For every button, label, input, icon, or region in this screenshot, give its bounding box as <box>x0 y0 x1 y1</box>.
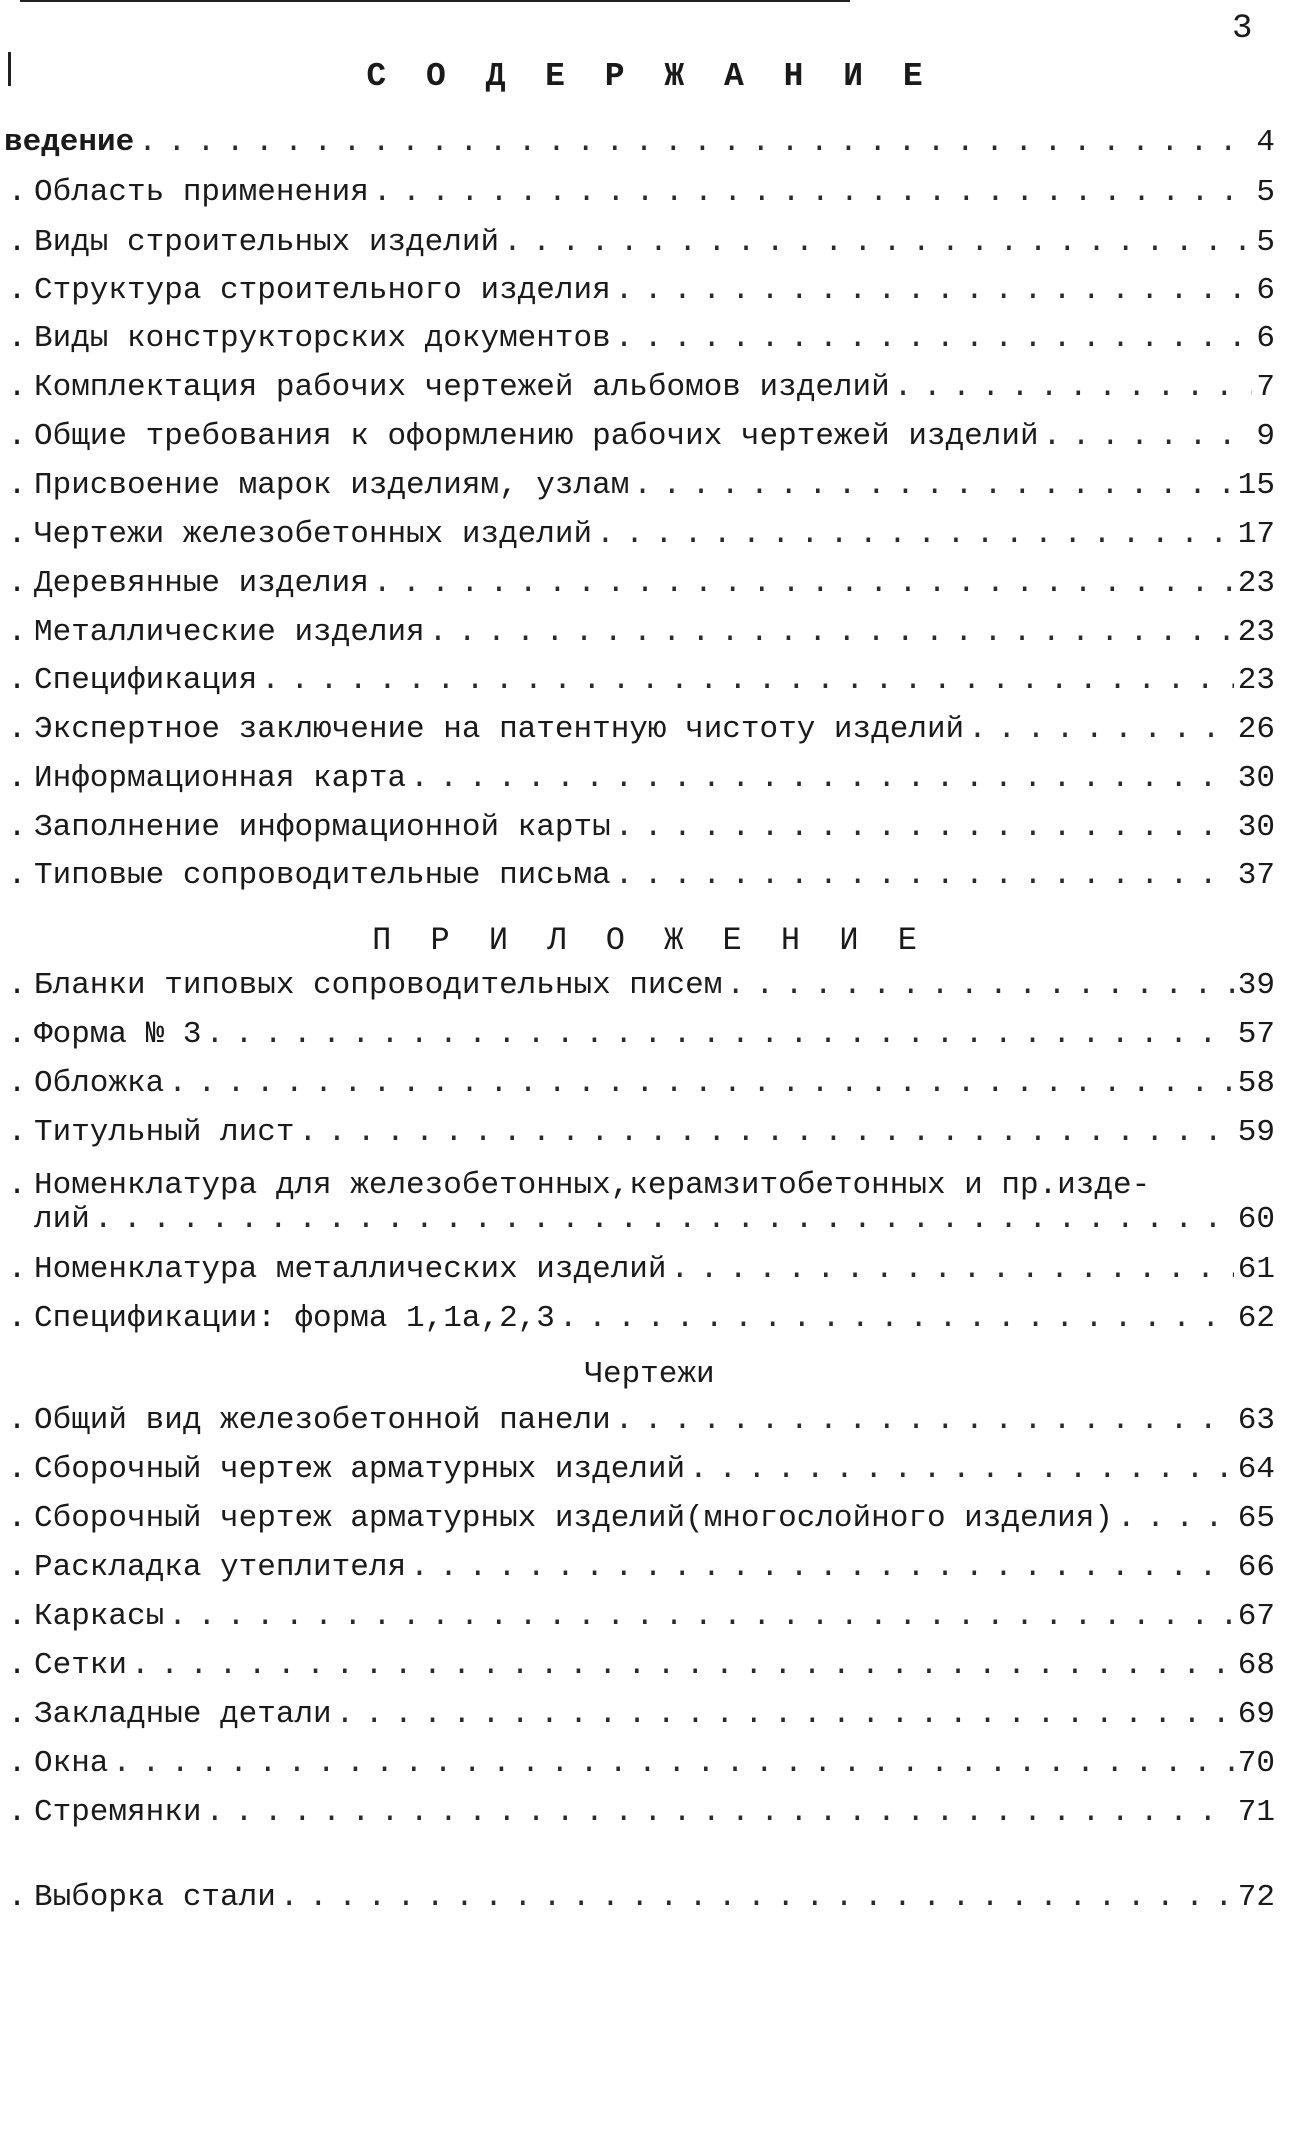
dot-leader <box>205 1795 1233 1830</box>
toc-entry <box>0 1599 1275 1639</box>
toc-entry <box>0 125 1275 165</box>
entry-title: Деревянные изделия <box>34 566 369 601</box>
entry-page: 30 <box>1237 761 1275 796</box>
entry-title: Присвоение марок изделиям, узлам <box>34 468 630 503</box>
entry-page: 67 <box>1237 1599 1275 1634</box>
toc-entry <box>0 1501 1275 1541</box>
toc-entry <box>0 1795 1275 1835</box>
entry-title: Окна <box>34 1746 109 1781</box>
entry-page: 59 <box>1237 1115 1275 1150</box>
dot-leader <box>205 1017 1233 1052</box>
entry-title: Информационная карта <box>34 761 407 796</box>
entry-bullet: . <box>7 761 27 796</box>
dot-leader <box>138 125 1252 160</box>
dot-leader <box>429 615 1234 650</box>
entry-title: Область применения <box>34 175 369 210</box>
entry-page: 64 <box>1237 1452 1275 1487</box>
entry-title: Чертежи железобетонных изделий <box>34 517 593 552</box>
entry-bullet: . <box>7 321 27 356</box>
entry-page: 62 <box>1237 1301 1275 1336</box>
entry-bullet: . <box>7 468 27 503</box>
toc-entry <box>0 1746 1275 1786</box>
entry-bullet: . <box>7 1066 27 1101</box>
dot-leader <box>689 1452 1234 1487</box>
entry-bullet: . <box>7 1648 27 1683</box>
entry-title: Общие требования к оформлению рабочих чертежей изделий <box>34 419 1039 454</box>
toc-entry <box>0 566 1275 606</box>
entry-page: 37 <box>1237 858 1275 893</box>
toc-entry <box>0 1115 1275 1155</box>
entry-bullet: . <box>7 1452 27 1487</box>
toc-entry <box>0 810 1275 850</box>
entry-page: 30 <box>1237 810 1275 845</box>
toc-entry <box>0 273 1275 313</box>
dot-leader <box>131 1648 1234 1683</box>
entry-title: Заполнение информационной карты <box>34 810 611 845</box>
dot-leader <box>112 1746 1233 1781</box>
toc-entry <box>0 175 1275 215</box>
toc-entry <box>0 1550 1275 1590</box>
entry-title: Металлические изделия <box>34 615 425 650</box>
entry-page: 72 <box>1237 1880 1275 1915</box>
toc-entry <box>0 1066 1275 1106</box>
entry-title-continuation: лий <box>34 1202 90 1237</box>
entry-bullet: . <box>7 615 27 650</box>
dot-leader <box>615 273 1253 308</box>
entry-page: 57 <box>1237 1017 1275 1052</box>
entry-title: Типовые сопроводительные письма <box>34 858 611 893</box>
entry-bullet: . <box>7 566 27 601</box>
entry-bullet: . <box>7 225 27 260</box>
toc-entry-continuation <box>0 1202 1275 1242</box>
entry-title: Комплектация рабочих чертежей альбомов изделий <box>34 370 890 405</box>
entry-bullet: . <box>7 858 27 893</box>
contents-heading: С О Д Е Р Ж А Н И Е <box>366 58 933 95</box>
entry-page: 4 <box>1256 125 1275 160</box>
entry-title: ведение <box>4 125 135 160</box>
entry-title: Обложка <box>34 1066 165 1101</box>
entry-page: 58 <box>1237 1066 1275 1101</box>
toc-entry <box>0 419 1275 459</box>
dot-leader <box>596 517 1234 552</box>
entry-page: 6 <box>1256 273 1275 308</box>
toc-entry <box>0 370 1275 410</box>
dot-leader <box>280 1880 1234 1915</box>
dot-leader <box>94 1202 1234 1237</box>
dot-leader <box>894 370 1253 405</box>
entry-bullet: . <box>7 517 27 552</box>
entry-page: 9 <box>1256 419 1275 454</box>
toc-entry <box>0 321 1275 361</box>
entry-title: Сетки <box>34 1648 128 1683</box>
entry-page: 23 <box>1237 615 1275 650</box>
toc-entry <box>0 225 1275 265</box>
dot-leader <box>298 1115 1233 1150</box>
dot-leader <box>410 761 1234 796</box>
entry-title: Стремянки <box>34 1795 202 1830</box>
entry-page: 69 <box>1237 1697 1275 1732</box>
entry-page: 17 <box>1237 517 1275 552</box>
entry-page: 68 <box>1237 1648 1275 1683</box>
dot-leader <box>410 1550 1234 1585</box>
entry-page: 60 <box>1237 1202 1275 1237</box>
dot-leader <box>615 810 1234 845</box>
top-rule <box>20 0 850 2</box>
dot-leader <box>168 1599 1234 1634</box>
entry-title: Виды строительных изделий <box>34 225 500 260</box>
entry-title: Номенклатура металлических изделий <box>34 1252 667 1287</box>
entry-bullet: . <box>7 1746 27 1781</box>
toc-entry <box>0 1017 1275 1057</box>
dot-leader <box>968 712 1234 747</box>
toc-entry <box>0 1252 1275 1292</box>
entry-page: 39 <box>1237 968 1275 1003</box>
entry-bullet: . <box>7 1795 27 1830</box>
dot-leader <box>336 1697 1234 1732</box>
entry-title: Спецификация <box>34 663 258 698</box>
toc-entry <box>0 1301 1275 1341</box>
toc-entry <box>0 517 1275 557</box>
dot-leader <box>1117 1501 1234 1536</box>
toc-entry <box>0 1697 1275 1737</box>
entry-bullet: . <box>7 175 27 210</box>
entry-bullet: . <box>7 1403 27 1438</box>
entry-page: 7 <box>1256 370 1275 405</box>
entry-bullet: . <box>7 1880 27 1915</box>
dot-leader <box>261 663 1234 698</box>
entry-page: 15 <box>1237 468 1275 503</box>
entry-bullet: . <box>7 1599 27 1634</box>
dot-leader <box>726 968 1233 1003</box>
entry-title: Титульный лист <box>34 1115 295 1150</box>
entry-page: 5 <box>1256 225 1275 260</box>
toc-entry <box>0 712 1275 752</box>
entry-bullet: . <box>7 419 27 454</box>
dot-leader <box>373 175 1253 210</box>
dot-leader <box>633 468 1233 503</box>
toc-entry <box>0 1880 1275 1920</box>
entry-page: 26 <box>1237 712 1275 747</box>
entry-page: 5 <box>1256 175 1275 210</box>
toc-entry <box>0 1452 1275 1492</box>
toc-entry <box>0 1403 1275 1443</box>
entry-title: Спецификации: форма 1,1а,2,3 <box>34 1301 555 1336</box>
dot-leader <box>671 1252 1234 1287</box>
entry-bullet: . <box>7 370 27 405</box>
entry-page: 63 <box>1237 1403 1275 1438</box>
entry-bullet: . <box>7 1697 27 1732</box>
dot-leader <box>1043 419 1253 454</box>
toc-entry <box>0 968 1275 1008</box>
entry-page: 66 <box>1237 1550 1275 1585</box>
toc-entry <box>0 858 1275 898</box>
entry-bullet: . <box>7 1301 27 1336</box>
entry-page: 6 <box>1256 321 1275 356</box>
dot-leader <box>503 225 1252 260</box>
dot-leader <box>559 1301 1234 1336</box>
dot-leader <box>168 1066 1234 1101</box>
entry-title: Сборочный чертеж арматурных изделий <box>34 1452 686 1487</box>
entry-bullet: . <box>7 663 27 698</box>
entry-title: Номенклатура для железобетонных,керамзитобетонных и пр.изде- <box>34 1168 1151 1203</box>
dot-leader <box>615 1403 1234 1438</box>
entry-page: 61 <box>1237 1252 1275 1287</box>
entry-bullet: . <box>7 1252 27 1287</box>
toc-entry <box>0 761 1275 801</box>
dot-leader <box>373 566 1234 601</box>
entry-bullet: . <box>7 1501 27 1536</box>
entry-page: 70 <box>1237 1746 1275 1781</box>
entry-bullet: . <box>7 1115 27 1150</box>
entry-page: 23 <box>1237 566 1275 601</box>
entry-title: Структура строительного изделия <box>34 273 611 308</box>
drawings-heading: Чертежи <box>584 1357 715 1392</box>
entry-title: Виды конструкторских документов <box>34 321 611 356</box>
dot-leader <box>615 321 1253 356</box>
entry-bullet: . <box>7 273 27 308</box>
entry-title: Каркасы <box>34 1599 165 1634</box>
entry-bullet: . <box>7 712 27 747</box>
toc-entry <box>0 615 1275 655</box>
entry-bullet: . <box>7 1550 27 1585</box>
entry-bullet: . <box>7 1017 27 1052</box>
toc-entry <box>0 1648 1275 1688</box>
entry-page: 65 <box>1237 1501 1275 1536</box>
entry-title: Форма № 3 <box>34 1017 202 1052</box>
entry-title: Общий вид железобетонной панели <box>34 1403 611 1438</box>
entry-bullet: . <box>7 968 27 1003</box>
entry-bullet: . <box>7 1168 27 1203</box>
entry-title: Экспертное заключение на патентную чистоту изделий <box>34 712 965 747</box>
entry-title: Раскладка утеплителя <box>34 1550 407 1585</box>
entry-title: Закладные детали <box>34 1697 332 1732</box>
appendix-heading: П Р И Л О Ж Е Н И Е <box>372 922 927 959</box>
entry-page: 23 <box>1237 663 1275 698</box>
toc-entry <box>0 468 1275 508</box>
entry-title: Бланки типовых сопроводительных писем <box>34 968 723 1003</box>
entry-title: Сборочный чертеж арматурных изделий(многослойного изделия) <box>34 1501 1113 1536</box>
entry-title: Выборка стали <box>34 1880 276 1915</box>
toc-entry <box>0 663 1275 703</box>
entry-bullet: . <box>7 810 27 845</box>
dot-leader <box>615 858 1234 893</box>
page-number: 3 <box>1232 10 1253 48</box>
entry-page: 71 <box>1237 1795 1275 1830</box>
